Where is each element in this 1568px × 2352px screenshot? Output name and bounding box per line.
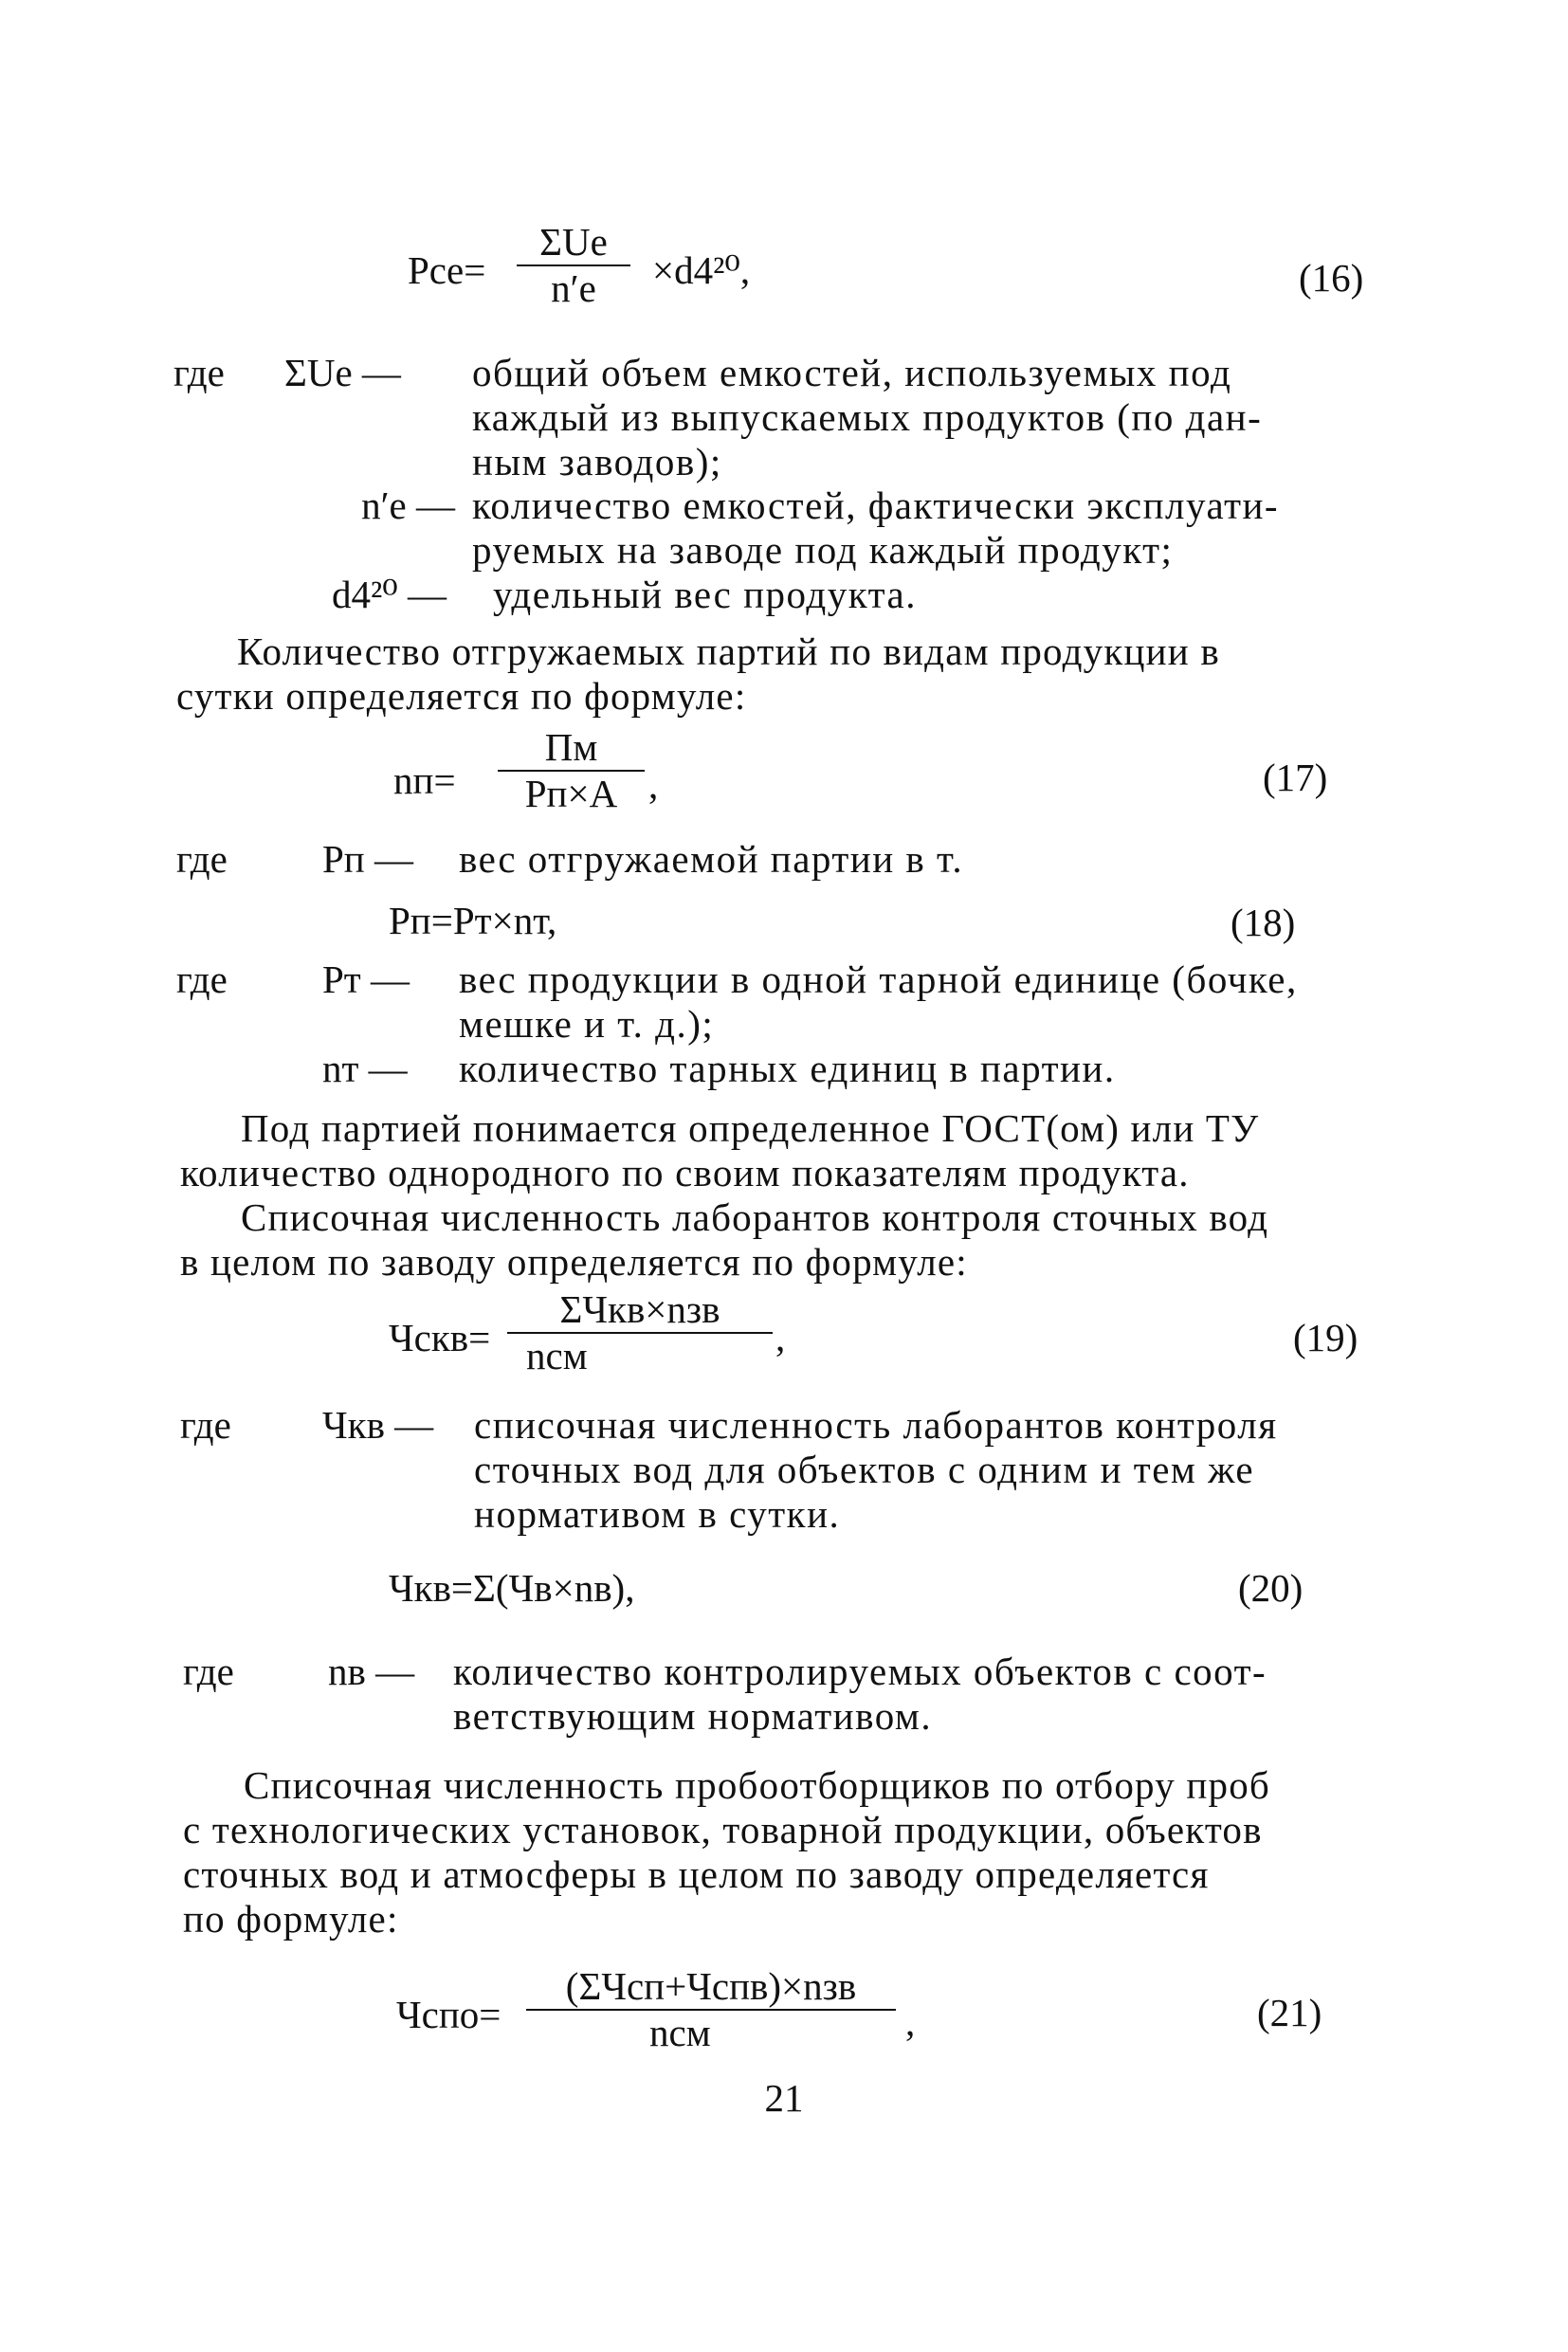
formula-16-number: (16) xyxy=(1299,256,1364,300)
where-label-17: где xyxy=(176,837,228,881)
def-symbol-pt: Pт — xyxy=(322,957,410,1001)
paragraph-line: Списочная численность лаборантов контроля сточных вод xyxy=(241,1195,1269,1239)
def-text-sum-ue xyxy=(472,351,1262,484)
def-line: сточных вод для объектов с одним и тем же xyxy=(474,1448,1255,1491)
def-symbol-d4: d4²⁰ — xyxy=(332,573,447,616)
paragraph-line: Под партией понимается определенное ГОСТ(ом) или ТУ xyxy=(241,1106,1260,1150)
formula-21-numerator: (ΣЧсп+Чспв)×nзв xyxy=(565,1964,857,2008)
paragraph-line: по формуле: xyxy=(183,1897,399,1941)
formula-20-number: (20) xyxy=(1238,1566,1304,1610)
def-line: списочная численность лаборантов контроля xyxy=(474,1403,1278,1447)
formula-16-fraction xyxy=(517,220,630,311)
formula-17-numerator: Пм xyxy=(544,725,598,769)
paragraph-line: количество однородного по своим показателям продукта. xyxy=(180,1151,1190,1194)
formula-21-lhs: Чспо= xyxy=(396,1993,501,2036)
paragraph-line: с технологических установок, товарной продукции, объектов xyxy=(183,1808,1263,1851)
paragraph-samplers xyxy=(183,1763,1270,1942)
where-label-19: где xyxy=(180,1403,231,1447)
formula-17-rhs: , xyxy=(648,763,659,807)
where-label-18: где xyxy=(176,957,228,1001)
def-line: вес продукции в одной тарной единице (бочке, xyxy=(459,957,1298,1001)
paragraph-line: Количество отгружаемых партий по видам продукции в xyxy=(237,629,1220,673)
def-line: количество тарных единиц в партии. xyxy=(459,1047,1116,1090)
formula-21-rhs: , xyxy=(905,2000,916,2044)
paragraph-line: сточных вод и атмосферы в целом по заводу определяется xyxy=(183,1852,1210,1896)
def-symbol-sum-ue: ΣUe — xyxy=(284,351,401,394)
def-line: нормативом в сутки. xyxy=(474,1492,841,1536)
def-line: руемых на заводе под каждый продукт; xyxy=(472,528,1174,572)
paragraph-lab-staff xyxy=(180,1195,1268,1285)
def-text-chkv xyxy=(474,1403,1278,1537)
def-line: количество контролируемых объектов с соот- xyxy=(453,1650,1267,1693)
page-number: 21 xyxy=(764,2076,804,2120)
formula-19-rhs: , xyxy=(775,1316,786,1359)
def-text-pp xyxy=(459,837,963,882)
formula-20-text: Чкв=Σ(Чв×nв), xyxy=(389,1566,635,1610)
def-line: вес отгружаемой партии в т. xyxy=(459,837,964,881)
formula-16-rhs: ×d4²⁰, xyxy=(652,248,751,292)
formula-19-fraction xyxy=(507,1287,773,1378)
paragraph-line: в целом по заводу определяется по формуле: xyxy=(180,1240,968,1284)
formula-19-denominator: nсм xyxy=(507,1332,773,1378)
def-symbol-pp: Pп — xyxy=(322,837,413,881)
where-label-20: где xyxy=(183,1650,234,1693)
formula-16-numerator: ΣUe xyxy=(539,220,608,264)
formula-18-number: (18) xyxy=(1231,901,1296,944)
formula-18-text: Pп=Pт×nт, xyxy=(389,899,557,942)
formula-17-fraction xyxy=(498,725,645,816)
def-text-ne xyxy=(472,483,1279,573)
formula-17-lhs: nп= xyxy=(393,758,456,802)
formula-21-fraction xyxy=(526,1964,896,2055)
def-symbol-ne: n′e — xyxy=(361,483,455,527)
paragraph-shipments xyxy=(176,629,1220,719)
def-text-d4 xyxy=(493,573,917,617)
def-line: ным заводов); xyxy=(472,440,722,483)
formula-16-denominator: n′e xyxy=(517,264,630,311)
paragraph-batch xyxy=(180,1106,1259,1195)
formula-19-numerator: ΣЧкв×nзв xyxy=(559,1287,720,1331)
def-line: ветствующим нормативом. xyxy=(453,1694,933,1738)
formula-19-number: (19) xyxy=(1293,1316,1358,1359)
def-text-pt xyxy=(459,957,1298,1047)
paragraph-line: сутки определяется по формуле: xyxy=(176,674,747,718)
def-line: общий объем емкостей, используемых под xyxy=(472,351,1232,394)
def-symbol-chkv: Чкв — xyxy=(322,1403,434,1447)
formula-17-denominator: Pп×A xyxy=(498,770,645,816)
formula-21-number: (21) xyxy=(1257,1991,1322,2034)
formula-17-number: (17) xyxy=(1263,756,1328,799)
def-line: каждый из выпускаемых продуктов (по дан- xyxy=(472,395,1263,439)
def-symbol-nt: nт — xyxy=(322,1047,408,1090)
formula-16-lhs: Pce= xyxy=(408,248,486,292)
paragraph-line: Списочная численность пробоотборщиков по отбору проб xyxy=(244,1763,1270,1807)
def-text-nt xyxy=(459,1047,1116,1091)
def-symbol-nv: nв — xyxy=(328,1650,415,1693)
formula-19-lhs: Чскв= xyxy=(389,1316,491,1359)
formula-21-denominator: nсм xyxy=(526,2009,896,2055)
def-line: количество емкостей, фактически эксплуати- xyxy=(472,483,1280,527)
where-label-16: где xyxy=(173,351,225,394)
def-line: мешке и т. д.); xyxy=(459,1002,715,1046)
def-line: удельный вес продукта. xyxy=(493,573,917,616)
def-text-nv xyxy=(453,1650,1267,1739)
